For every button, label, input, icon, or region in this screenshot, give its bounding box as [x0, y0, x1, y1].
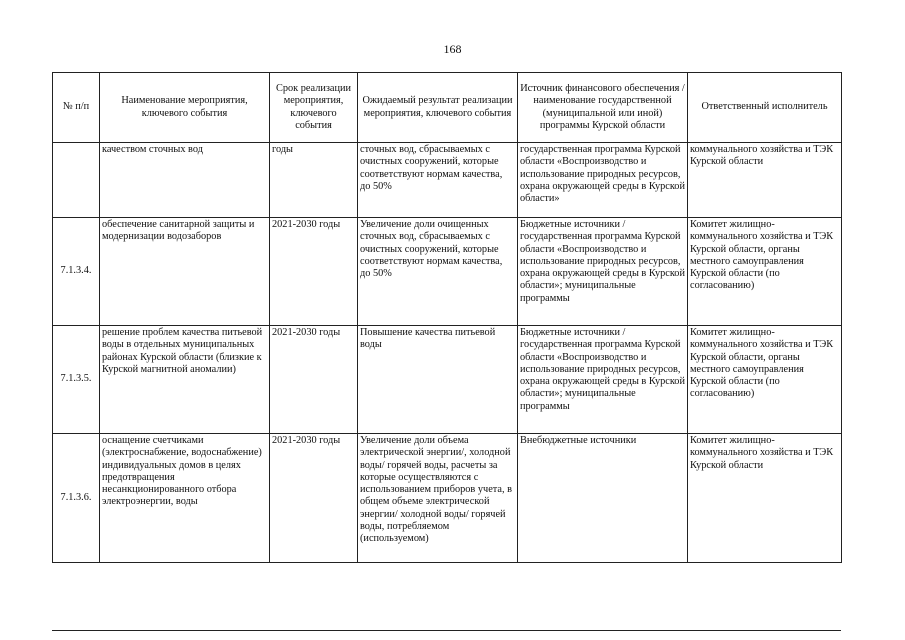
row-source: государственная программа Курской области «Воспроизводство и использование природных ресурсов, охрана окружающей среды в Курской области» [518, 143, 688, 218]
table-row [53, 434, 842, 563]
row-name: оснащение счетчиками (электроснабжение, водоснабжение) индивидуальных домов в целях предотвращения несанкционированного отбора электроэнергии, воды [100, 434, 270, 563]
row-term: 2021-2030 годы [270, 434, 358, 563]
row-name: качеством сточных вод [100, 143, 270, 218]
row-num [53, 143, 100, 218]
row-result: Увеличение доли объема электрической энергии/, холодной воды/ горячей воды, расчеты за которые осуществляются с использованием приборов учета, в общем объеме электрической энергии/ холодной воды/ горячей воды, потребляемом (используемом) [358, 434, 518, 563]
row-executor: Комитет жилищно-коммунального хозяйства и ТЭК Курской области, органы местного самоуправления Курской области (по согласованию) [688, 218, 842, 326]
header-term: Срок реализации мероприятия, ключевого события [270, 73, 358, 143]
row-num: 7.1.3.5. [53, 326, 100, 434]
header-source: Источник финансового обеспечения / наименование государственной (муниципальной или иной) программы Курской области [518, 73, 688, 143]
row-term: 2021-2030 годы [270, 218, 358, 326]
table-continuation-line [52, 630, 841, 631]
page-number: 168 [443, 42, 462, 56]
table-row [53, 143, 842, 218]
row-source: Бюджетные источники / государственная программа Курской области «Воспроизводство и использование природных ресурсов, охрана окружающей среды в Курской области»; муниципальные программы [518, 326, 688, 434]
measures-table [52, 72, 842, 563]
table-row [53, 326, 842, 434]
row-executor: Комитет жилищно-коммунального хозяйства и ТЭК Курской области [688, 434, 842, 563]
row-result: Повышение качества питьевой воды [358, 326, 518, 434]
row-num: 7.1.3.4. [53, 218, 100, 326]
table-row [53, 218, 842, 326]
row-name: обеспечение санитарной защиты и модернизации водозаборов [100, 218, 270, 326]
header-name: Наименование мероприятия, ключевого события [100, 73, 270, 143]
row-source: Внебюджетные источники [518, 434, 688, 563]
row-result: Увеличение доли очищенных сточных вод, сбрасываемых с очистных сооружений, которые соответствуют нормам качества, до 50% [358, 218, 518, 326]
row-executor: коммунального хозяйства и ТЭК Курской области [688, 143, 842, 218]
table-header-row [53, 73, 842, 143]
row-result: сточных вод, сбрасываемых с очистных сооружений, которые соответствуют нормам качества, до 50% [358, 143, 518, 218]
row-term: 2021-2030 годы [270, 326, 358, 434]
header-executor: Ответственный исполнитель [688, 73, 842, 143]
row-term: годы [270, 143, 358, 218]
row-name: решение проблем качества питьевой воды в отдельных муниципальных районах Курской области (близкие к Курской магнитной аномалии) [100, 326, 270, 434]
row-source: Бюджетные источники / государственная программа Курской области «Воспроизводство и использование природных ресурсов, охрана окружающей среды в Курской области»; муниципальные программы [518, 218, 688, 326]
row-num: 7.1.3.6. [53, 434, 100, 563]
header-num: № п/п [53, 73, 100, 143]
header-result: Ожидаемый результат реализации мероприятия, ключевого события [358, 73, 518, 143]
row-executor: Комитет жилищно-коммунального хозяйства и ТЭК Курской области, органы местного самоуправления Курской области (по согласованию) [688, 326, 842, 434]
